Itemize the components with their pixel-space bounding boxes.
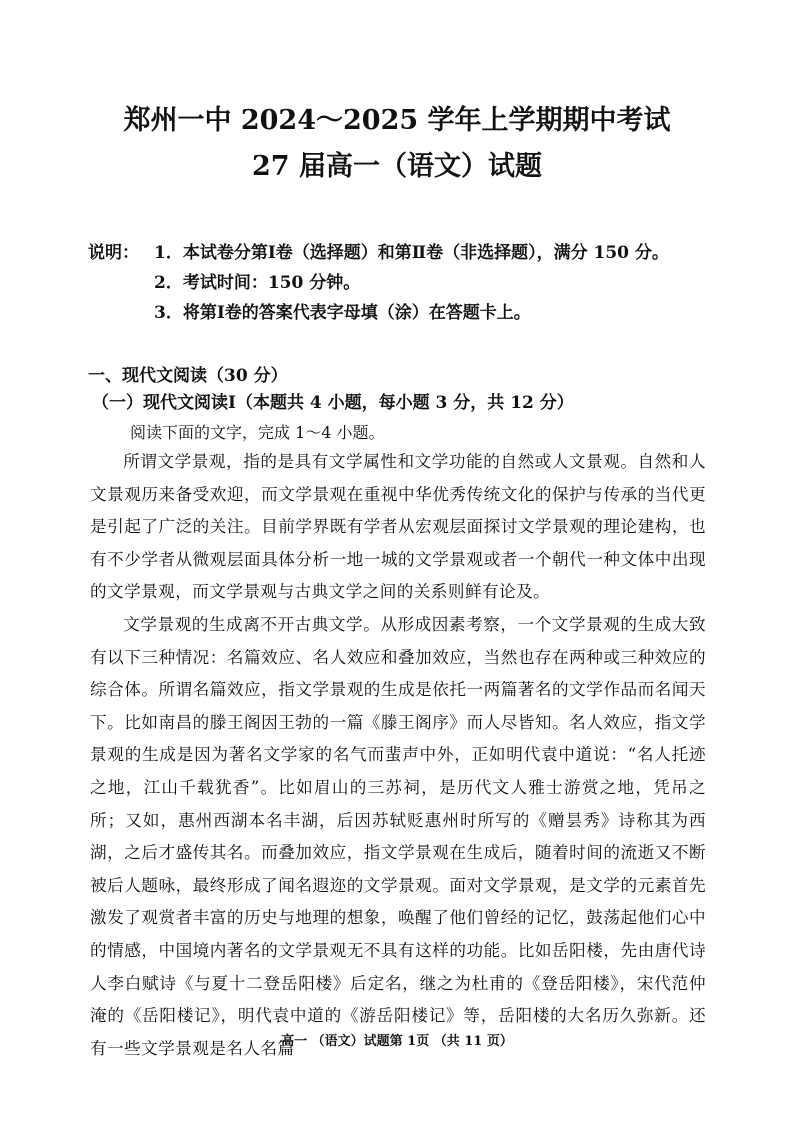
reading-passage (90, 446, 706, 1065)
instruction-text: 2．考试时间：150 分钟。 (154, 273, 361, 293)
exam-title: 郑州一中 2024～2025 学年上学期期中考试 (123, 105, 671, 136)
instructions-block (88, 238, 728, 328)
section-subheading: （一）现代文阅读Ⅰ（本题共 4 小题，每小题 3 分，共 12 分） (92, 393, 574, 413)
passage-paragraph: 文学景观的生成离不开古典文学。从形成因素考察，一个文学景观的生成大致有以下三种情况：名篇效应、名人效应和叠加效应，当然也存在两种或三种效应的综合体。所谓名篇效应，指文学景观的生成是依托一两篇著名的文学作品而名闻天下。比如南昌的滕王阁因王勃的一篇《滕王阁序》而人尽皆知。名人效应，指文学景观的生成是因为著名文学家的名气而蜚声中外，正如明代袁中道说：“名人托迹之地，江山千载犹香”。比如眉山的三苏祠，是历代文人雅士游赏之地，凭吊之所；又如，惠州西湖本名丰湖，后因苏轼贬惠州时所写的《赠昙秀》诗称其为西湖，之后才盛传其名。而叠加效应，指文学景观在生成后，随着时间的流逝又不断被后人题咏，最终形成了闻名遐迩的文学景观。面对文学景观，是文学的元素首先激发了观赏者丰富的历史与地理的想象，唤醒了他们曾经的记忆，鼓荡起他们心中的情感，中国境内著名的文学景观无不具有这样的功能。比如岳阳楼，先由唐代诗人李白赋诗《与夏十二登岳阳楼》后定名，继之为杜甫的《登岳阳楼》，宋代范仲淹的《岳阳楼记》，明代袁中道的《游岳阳楼记》等，岳阳楼的大名历久弥新。还有一些文学景观是名人名篇 (90, 614, 706, 1058)
instruction-text: 3．将第Ⅰ卷的答案代表字母填（涂）在答题卡上。 (154, 303, 531, 323)
page-footer: 高一 （语文）试题第 1页 （共 11 页） (281, 1034, 513, 1049)
instructions-label: 说明： (88, 243, 139, 263)
instruction-text: 1．本试卷分第Ⅰ卷（选择题）和第Ⅱ卷（非选择题），满分 150 分。 (154, 243, 669, 263)
passage-paragraph: 所谓文学景观，指的是具有文学属性和文学功能的自然或人文景观。自然和人文景观历来备受欢迎，而文学景观在重视中华优秀传统文化的保护与传承的当代更是引起了广泛的关注。目前学界既有学者从宏观层面探讨文学景观的理论建构，也有不少学者从微观层面具体分析一地一城的文学景观或者一个朝代一种文体中出现的文学景观，而文学景观与古典文学之间的关系则鲜有论及。 (90, 452, 706, 602)
section-heading: 一、现代文阅读（30 分） (88, 366, 288, 386)
instruction-item (88, 238, 728, 268)
reading-instruction: 阅读下面的文字，完成 1～4 小题。 (130, 423, 385, 442)
instruction-item (88, 268, 728, 298)
exam-subtitle: 27 届高一（语文）试题 (252, 151, 542, 182)
instruction-item (88, 298, 728, 328)
